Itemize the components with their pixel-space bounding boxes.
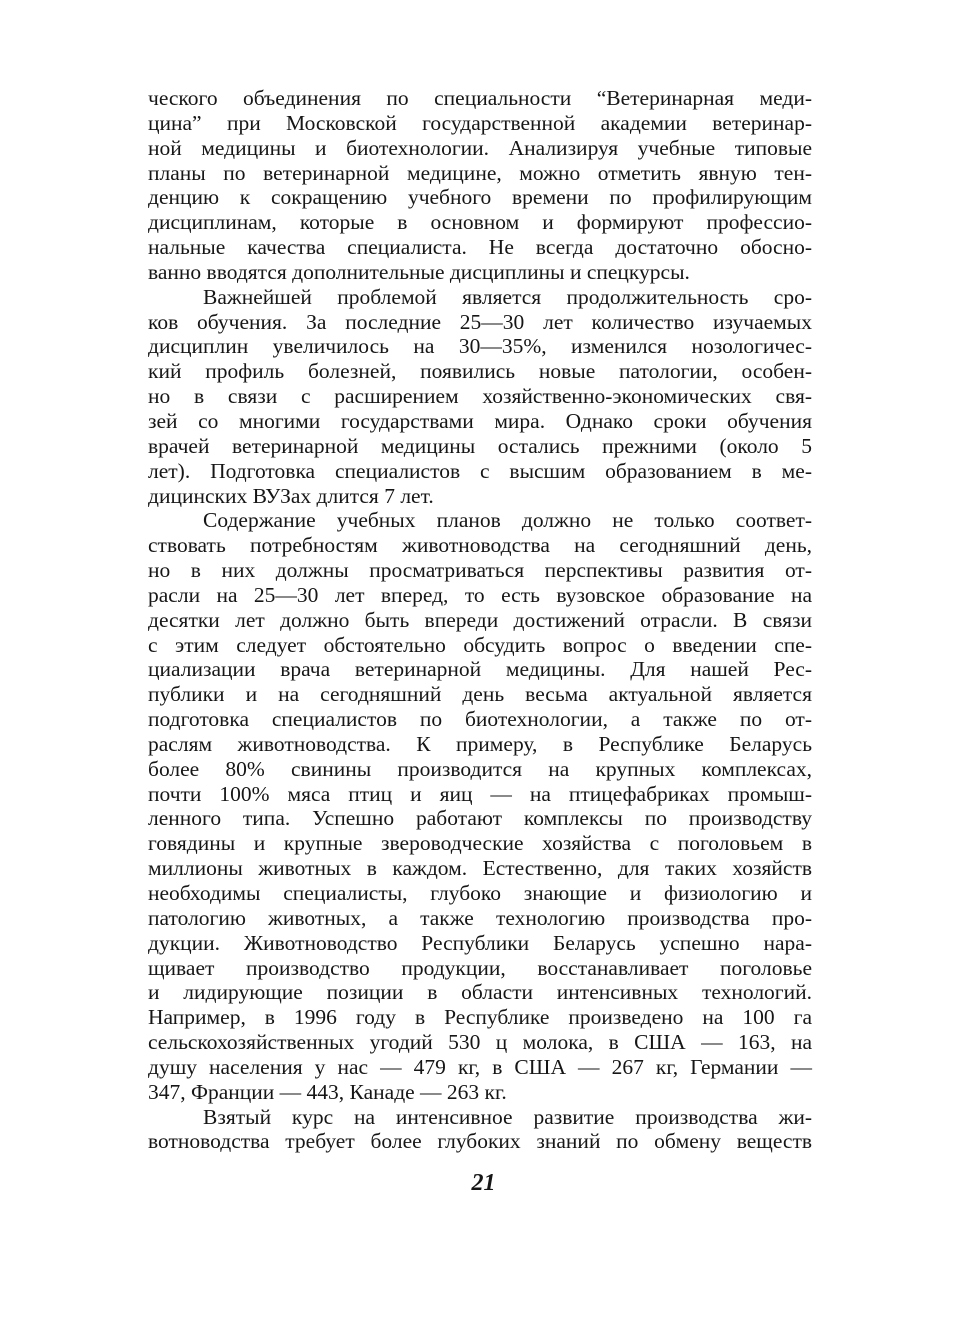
text-line: 347, Франции — 443, Канаде — 263 кг. bbox=[148, 1079, 507, 1104]
text-line: сельскохозяйственных угодий 530 ц молока, в США — 163, на bbox=[148, 1030, 812, 1055]
text-line: ствовать потребностям животноводства на сегодняшний день, bbox=[148, 533, 812, 558]
text-line: более 80% свинины производится на крупных комплексах, bbox=[148, 756, 812, 781]
text-line: ной медицины и биотехнологии. Анализируя учебные типовые bbox=[148, 135, 812, 160]
text-line: дисциплин увеличилось на 30—35%, изменился нозологичес- bbox=[148, 334, 812, 359]
text-line: и лидирующие позиции в области интенсивных технологий. bbox=[148, 980, 812, 1005]
text-line: с этим следует обстоятельно обсудить вопрос о введении спе- bbox=[148, 632, 812, 657]
text-line: врачей ветеринарной медицины остались прежними (около 5 bbox=[148, 433, 812, 458]
text-line: подготовка специалистов по биотехнологии, а также по от- bbox=[148, 707, 812, 732]
text-line: Содержание учебных планов должно не только соответ- bbox=[203, 508, 812, 533]
text-line: циализации врача ветеринарной медицины. Для нашей Рес- bbox=[148, 657, 812, 682]
text-line: необходимы специалисты, глубоко знающие и физиологию и bbox=[148, 881, 812, 905]
text-line: публики и на сегодняшний день весьма актуальной является bbox=[148, 682, 812, 707]
text-line: расли на 25—30 лет вперед, то есть вузовское образование на bbox=[148, 582, 812, 607]
paragraph-2 bbox=[148, 285, 812, 509]
paragraph-4 bbox=[148, 1105, 812, 1155]
text-line: нальные качества специалиста. Не всегда достаточно обосно- bbox=[148, 235, 812, 260]
text-line: душу населения у нас — 479 кг, в США — 267 кг, Германии — bbox=[148, 1054, 812, 1079]
text-line: кий профиль болезней, появились новые патологии, особен- bbox=[148, 359, 812, 384]
text-line: ков обучения. За последние 25—30 лет количество изучаемых bbox=[148, 309, 812, 334]
text-line: но в них должны просматриваться перспективы развития от- bbox=[148, 558, 812, 583]
text-line: лет). Подготовка специалистов с высшим образованием в ме- bbox=[148, 458, 812, 483]
text-line: зей со многими государствами мира. Однако сроки обучения bbox=[148, 408, 812, 433]
text-line: патологию животных, а также технологию производства про- bbox=[148, 905, 812, 930]
text-line: миллионы животных в каждом. Естественно, для таких хозяйств bbox=[148, 856, 812, 881]
text-line: говядины и крупные звероводческие хозяйства с поголовьем в bbox=[148, 831, 812, 856]
body-text bbox=[148, 86, 812, 1154]
text-line: дицинских ВУЗах длится 7 лет. bbox=[148, 483, 434, 508]
text-line: почти 100% мяса птиц и яиц — на птицефабриках промыш- bbox=[148, 781, 812, 806]
text-line: щивает производство продукции, восстанавливает поголовье bbox=[148, 955, 812, 980]
text-line: десятки лет должно быть впереди достижений отрасли. В связи bbox=[148, 607, 812, 632]
paragraph-3 bbox=[148, 508, 812, 1104]
text-line: денцию к сокращению учебного времени по профилирующим bbox=[148, 185, 812, 210]
text-line: ванно вводятся дополнительные дисциплины и спецкурсы. bbox=[148, 259, 690, 284]
text-line: вотноводства требует более глубоких знаний по обмену веществ bbox=[148, 1129, 812, 1154]
text-line: дукции. Животноводство Республики Беларусь успешно нара- bbox=[148, 930, 812, 955]
text-line: раслям животноводства. К примеру, в Республике Беларусь bbox=[148, 731, 812, 756]
text-line: Важнейшей проблемой является продолжительность сро- bbox=[203, 284, 812, 309]
text-line: ленного типа. Успешно работают комплексы по производству bbox=[148, 806, 812, 831]
paragraph-1 bbox=[148, 86, 812, 285]
page-number: 21 bbox=[471, 1170, 496, 1196]
text-line: цина” при Московской государственной академии ветеринар- bbox=[148, 110, 812, 135]
text-line: но в связи с расширением хозяйственно-экономических свя- bbox=[148, 384, 812, 409]
text-line: Например, в 1996 году в Республике произведено на 100 га bbox=[148, 1005, 812, 1030]
text-line: дисциплинам, которые в основном и формируют профессио- bbox=[148, 210, 812, 235]
text-line: Взятый курс на интенсивное развитие производства жи- bbox=[203, 1104, 812, 1129]
text-line: ческого объединения по специальности “Ветеринарная меди- bbox=[148, 86, 812, 110]
text-line: планы по ветеринарной медицине, можно отметить явную тен- bbox=[148, 160, 812, 185]
